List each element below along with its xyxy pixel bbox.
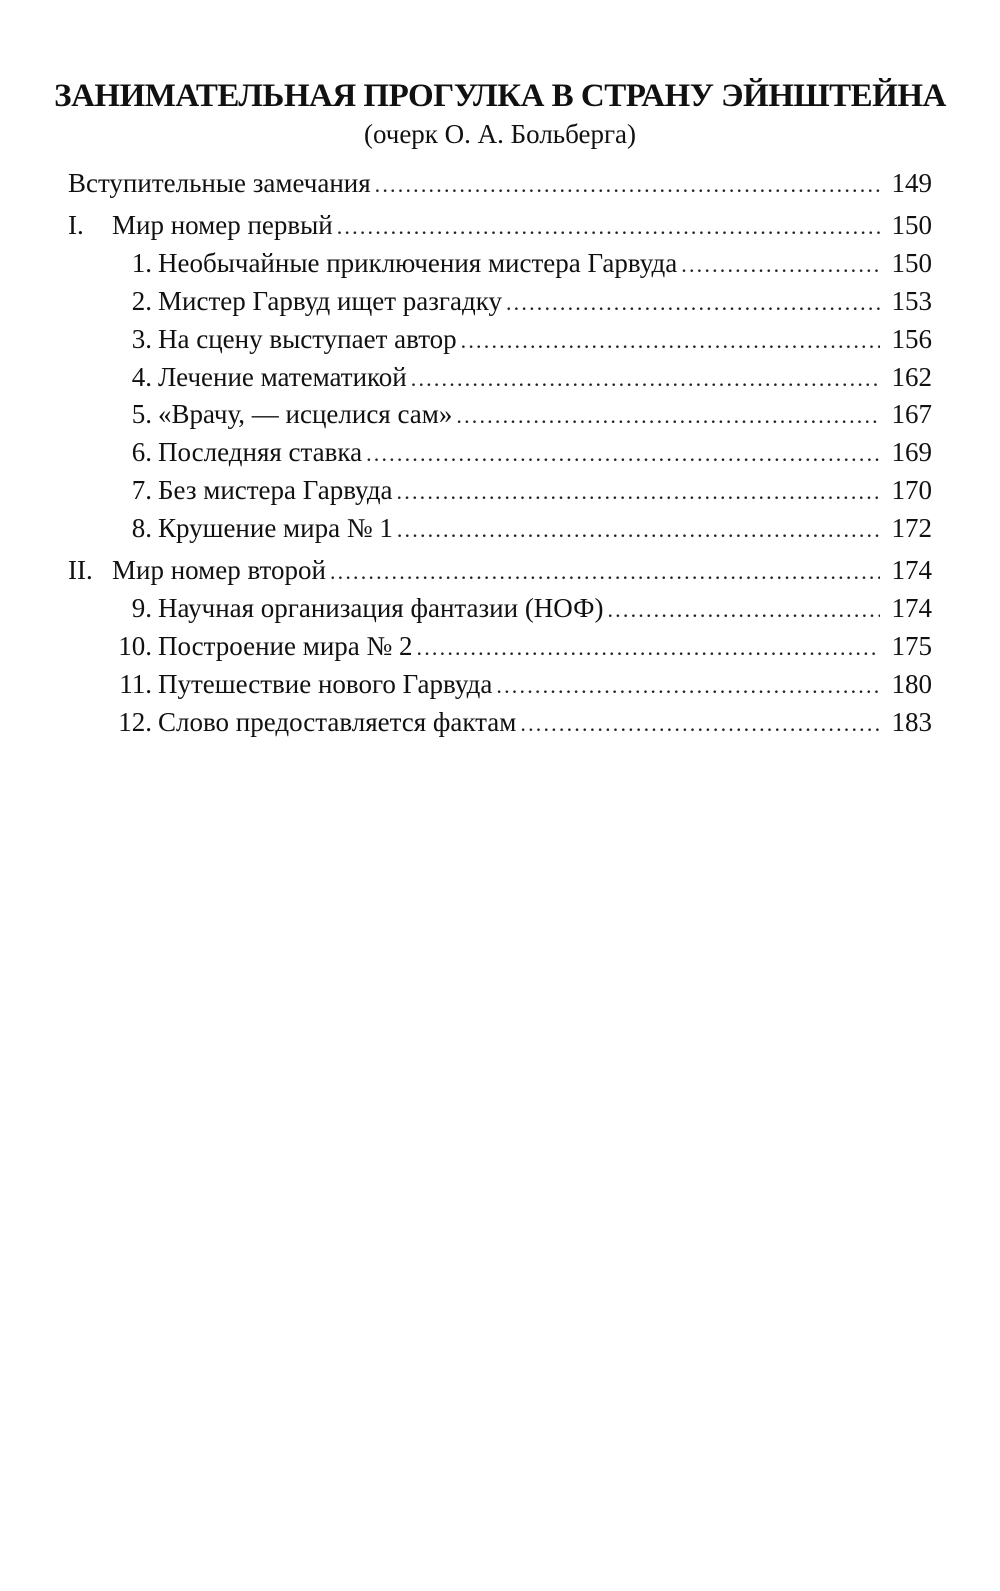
toc-entry-5[interactable]	[0, 397, 1000, 431]
toc-entry-6[interactable]	[0, 435, 1000, 469]
toc-page-number: 167	[891, 399, 932, 429]
toc-entry-marker: 5.	[131, 399, 152, 429]
toc-entry-12[interactable]	[0, 705, 1000, 739]
dot-leader	[607, 593, 880, 627]
toc-entry-10[interactable]	[0, 629, 1000, 663]
toc-page-number: 162	[891, 362, 932, 392]
toc-entry-title: Последняя ставка	[158, 437, 363, 467]
dot-leader	[417, 631, 880, 665]
toc-entry-2[interactable]	[0, 284, 1000, 318]
toc-entry-title: Научная организация фантазии (НОФ)	[158, 593, 604, 623]
dot-leader	[330, 555, 880, 589]
toc-entry-marker: 3.	[131, 324, 152, 354]
dot-leader	[375, 168, 880, 202]
toc-entry-11[interactable]	[0, 667, 1000, 701]
toc-entry-title: «Врачу, — исцелися сам»	[158, 399, 453, 429]
toc-entry-marker: 2.	[131, 286, 152, 316]
dot-leader	[337, 210, 880, 244]
toc-entry-7[interactable]	[0, 473, 1000, 507]
toc-part-2[interactable]	[0, 553, 1000, 587]
dot-leader	[496, 669, 880, 703]
dot-leader	[456, 399, 880, 433]
toc-entry-4[interactable]	[0, 360, 1000, 394]
toc-entry-marker: 1.	[131, 248, 152, 278]
toc-entry-marker: 10.	[118, 631, 152, 661]
toc-entry-1[interactable]	[0, 246, 1000, 280]
toc-entry-marker: 9.	[131, 593, 152, 623]
toc-page-number: 149	[891, 168, 932, 198]
toc-page-number: 183	[891, 707, 932, 737]
dot-leader	[397, 513, 880, 547]
toc-page-number: 172	[891, 513, 932, 543]
toc-page-number: 174	[891, 593, 932, 623]
toc-entry-title: Слово предоставляется фактам	[158, 707, 517, 737]
toc-entry-marker: 11.	[119, 669, 152, 699]
toc-part-1[interactable]	[0, 208, 1000, 242]
toc-entry-title: Путешествие нового Гарвуда	[158, 669, 493, 699]
section-title: ЗАНИМАТЕЛЬНАЯ ПРОГУЛКА В СТРАНУ ЭЙНШТЕЙНА	[54, 78, 946, 114]
toc-part-marker: I.	[68, 210, 84, 240]
toc-page-number: 174	[891, 555, 932, 585]
dot-leader	[411, 362, 880, 396]
toc-entry-marker: 8.	[131, 513, 152, 543]
toc-entry-title: Крушение мира № 1	[158, 513, 393, 543]
toc-page-number: 150	[891, 248, 932, 278]
toc-entry-3[interactable]	[0, 322, 1000, 356]
toc-page-number: 175	[891, 631, 932, 661]
toc-entry-8[interactable]	[0, 511, 1000, 545]
toc-entry-title: Необычайные приключения мистера Гарвуда	[158, 248, 678, 278]
toc-entry-marker: 4.	[131, 362, 152, 392]
toc-entry-title: Мир номер второй	[112, 555, 326, 585]
toc-page-number: 180	[891, 669, 932, 699]
toc-entry-title: Построение мира № 2	[158, 631, 413, 661]
toc-entry-marker: 7.	[131, 475, 152, 505]
toc-entry-marker: 12.	[118, 707, 152, 737]
toc-page-number: 169	[891, 437, 932, 467]
toc-entry-title: Мистер Гарвуд ищет разгадку	[158, 286, 502, 316]
toc-entry-title: Мир номер первый	[112, 210, 333, 240]
toc-page-number: 153	[891, 286, 932, 316]
dot-leader	[506, 286, 880, 320]
toc-entry-intro[interactable]	[0, 166, 1000, 200]
toc-entry-marker: 6.	[131, 437, 152, 467]
dot-leader	[681, 248, 880, 282]
dot-leader	[397, 475, 880, 509]
toc-entry-title: Лечение математикой	[158, 362, 407, 392]
toc-page-number: 156	[891, 324, 932, 354]
toc-entry-title: Вступительные замечания	[68, 168, 371, 198]
section-subtitle: (очерк О. А. Больберга)	[363, 119, 637, 149]
toc-entry-title: На сцену выступает автор	[158, 324, 457, 354]
toc-page-number: 150	[891, 210, 932, 240]
toc-part-marker: II.	[68, 555, 93, 585]
dot-leader	[520, 707, 880, 741]
toc-entry-9[interactable]	[0, 591, 1000, 625]
toc-entry-title: Без мистера Гарвуда	[158, 475, 393, 505]
dot-leader	[366, 437, 880, 471]
toc-page-number: 170	[891, 475, 932, 505]
dot-leader	[461, 324, 880, 358]
